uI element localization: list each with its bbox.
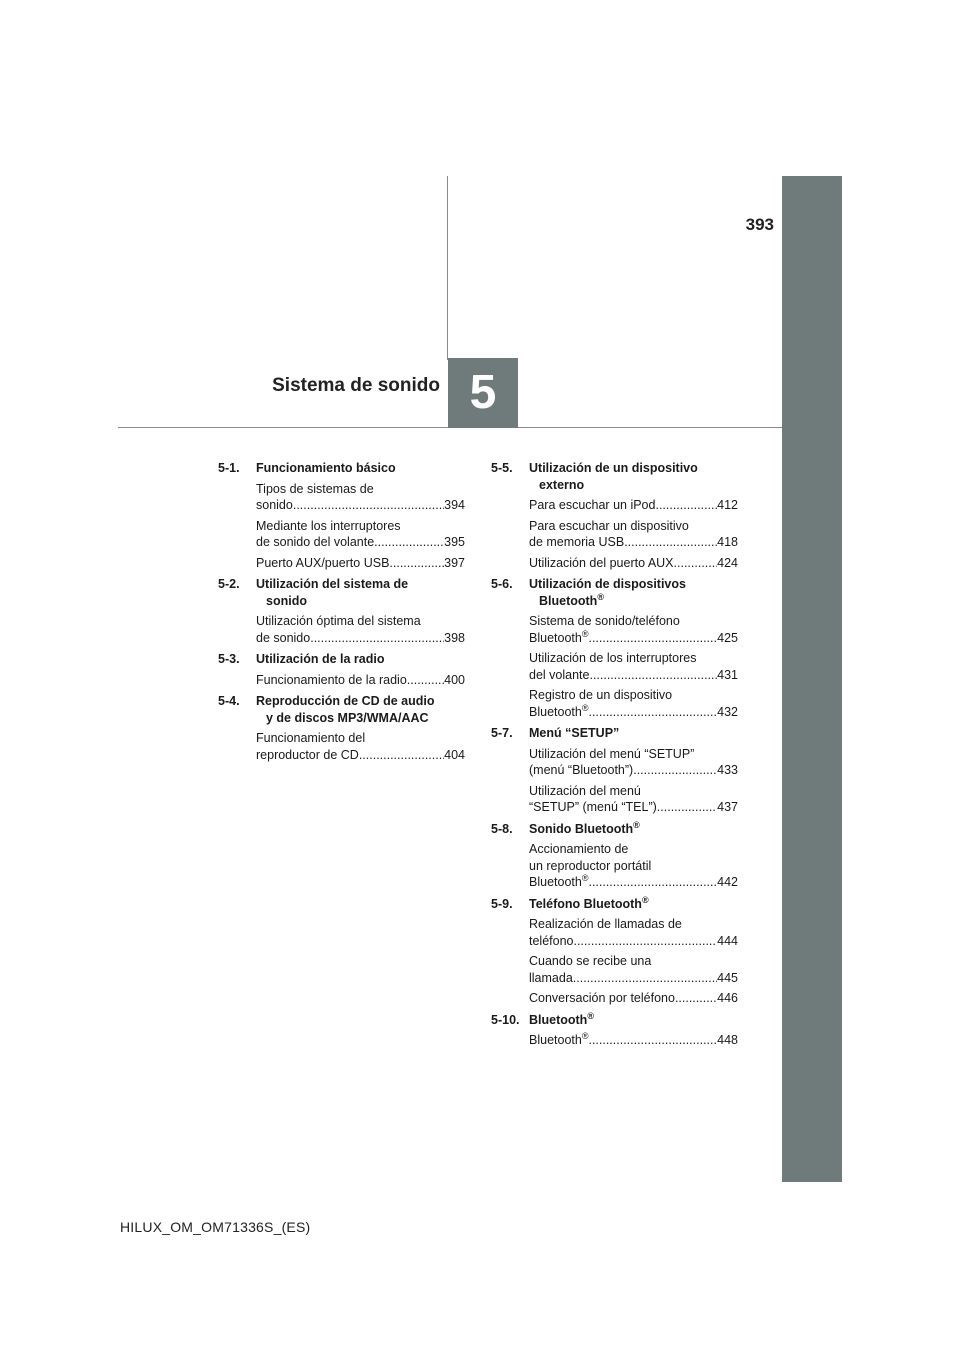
toc-entry	[256, 518, 465, 551]
entry-last-line	[529, 933, 738, 950]
entry-text: Conversación por teléfono	[529, 991, 675, 1005]
dot-leader	[633, 762, 717, 779]
section-title: Utilización del sistema de sonido	[256, 577, 409, 608]
entry-page: 431	[717, 667, 738, 682]
toc-section	[491, 576, 738, 720]
dot-leader	[359, 747, 444, 764]
toc-entry	[256, 481, 465, 514]
section-number: 5-3.	[218, 652, 240, 666]
section-title: Menú “SETUP”	[529, 726, 620, 740]
registered-mark: ®	[581, 872, 589, 883]
section-title: Teléfono Bluetooth®	[529, 894, 649, 911]
toc-entry	[529, 746, 738, 779]
toc-entry	[256, 613, 465, 646]
entry-page: 397	[444, 555, 465, 570]
dot-leader	[573, 933, 717, 950]
entry-text: de memoria USB	[529, 535, 625, 549]
toc-section	[491, 460, 738, 571]
entry-page: 437	[717, 800, 738, 814]
entry-text: Utilización del puerto AUX	[529, 555, 674, 570]
dot-leader	[389, 555, 444, 572]
section-title: Reproducción de CD de audio y de discos MP3/WMA/AAC	[256, 694, 435, 725]
entry-last-line	[529, 970, 738, 987]
entry-page: 432	[717, 704, 738, 719]
vertical-rule	[447, 176, 448, 360]
entry-text: reproductor de CD	[256, 747, 359, 762]
entry-page: 444	[717, 933, 738, 948]
entry-text: Tipos de sistemas de	[256, 481, 374, 496]
dot-leader	[374, 534, 444, 551]
entry-last-line	[256, 555, 465, 572]
registered-mark: ®	[581, 1030, 589, 1041]
toc-section	[218, 693, 465, 763]
entry-last-line	[529, 667, 738, 684]
section-body	[529, 460, 738, 571]
toc-column-right	[491, 460, 738, 1049]
dot-leader	[573, 970, 717, 987]
section-number: 5-2.	[218, 577, 240, 591]
entry-page: 412	[717, 498, 738, 512]
entry-text: Para escuchar un dispositivo	[529, 518, 689, 533]
section-number: 5-8.	[491, 821, 513, 836]
toc-entry	[529, 650, 738, 683]
section-body	[256, 693, 465, 763]
dot-leader	[657, 799, 717, 816]
entry-text: Sistema de sonido/teléfono	[529, 614, 680, 628]
toc-entry	[529, 783, 738, 816]
entry-text: teléfono	[529, 933, 574, 948]
toc-entry	[529, 953, 738, 986]
entry-text: Utilización óptima del sistema	[256, 614, 421, 628]
entry-text: del volante	[529, 667, 590, 682]
entry-text: Utilización de los interruptores	[529, 651, 697, 665]
entry-last-line	[529, 762, 738, 779]
entry-text: Bluetooth®	[529, 872, 589, 889]
dot-leader	[407, 672, 444, 689]
registered-mark: ®	[581, 702, 589, 713]
toc-column-left	[218, 460, 465, 763]
entry-page: 400	[444, 672, 465, 687]
entry-page: 404	[444, 747, 465, 762]
entry-text: sonido	[256, 498, 293, 512]
toc-entry	[529, 555, 738, 572]
toc-section	[491, 821, 738, 891]
section-body	[256, 460, 465, 571]
dot-leader	[588, 1032, 717, 1049]
entry-text: (menú “Bluetooth”)	[529, 763, 634, 777]
entry-text: Bluetooth®	[529, 628, 589, 645]
chapter-title: Sistema de sonido	[272, 375, 440, 396]
entry-text: Bluetooth®	[529, 702, 589, 719]
section-title: Utilización de la radio	[256, 652, 385, 666]
section-number: 5-5.	[491, 461, 513, 475]
section-body	[256, 651, 465, 688]
entry-page: 424	[717, 555, 738, 570]
entry-text: un reproductor portátil	[529, 858, 652, 873]
entry-text: llamada	[529, 970, 573, 985]
registered-mark: ®	[633, 819, 640, 830]
entry-text: Realización de llamadas de	[529, 917, 682, 931]
chapter-number-box: 5	[448, 358, 518, 428]
toc-entry	[529, 613, 738, 646]
entry-page: 433	[717, 763, 738, 777]
dot-leader	[655, 497, 717, 514]
entry-text: Utilización del menú “SETUP”	[529, 746, 695, 761]
entry-page: 418	[717, 535, 738, 549]
document-code: HILUX_OM_OM71336S_(ES)	[120, 1219, 311, 1235]
entry-text: de sonido	[256, 630, 311, 645]
toc-entry	[256, 672, 465, 689]
toc-entry	[529, 990, 738, 1007]
entry-text: Utilización del menú	[529, 783, 641, 798]
entry-last-line	[529, 534, 738, 551]
toc-entry	[256, 730, 465, 763]
toc-section	[491, 896, 738, 1007]
entry-page: 446	[717, 991, 738, 1005]
section-body	[529, 821, 738, 891]
section-title: Sonido Bluetooth®	[529, 819, 640, 836]
dot-leader	[588, 874, 717, 891]
entry-last-line	[529, 799, 738, 816]
entry-text: Registro de un dispositivo	[529, 688, 673, 702]
entry-text: Puerto AUX/puerto USB	[256, 555, 390, 570]
section-body	[529, 725, 738, 816]
toc-section	[218, 651, 465, 688]
section-body	[529, 896, 738, 1007]
section-number: 5-6.	[491, 577, 513, 591]
entry-last-line	[529, 628, 738, 647]
registered-mark: ®	[597, 591, 604, 602]
section-number: 5-1.	[218, 461, 240, 475]
dot-leader	[293, 497, 444, 514]
toc-section	[218, 460, 465, 571]
dot-leader	[674, 555, 718, 572]
entry-page: 395	[444, 535, 465, 549]
dot-leader	[589, 667, 717, 684]
entry-text: de sonido del volante	[256, 535, 375, 549]
entry-text: Cuando se recibe una	[529, 954, 652, 968]
entry-page: 442	[717, 875, 738, 889]
registered-mark: ®	[641, 894, 649, 905]
section-title: Bluetooth®	[529, 1010, 594, 1027]
entry-page: 445	[717, 970, 738, 985]
entry-last-line	[529, 872, 738, 891]
toc-entry	[529, 841, 738, 891]
entry-page: 448	[717, 1033, 738, 1047]
dot-leader	[310, 630, 444, 647]
entry-last-line	[529, 702, 738, 721]
toc-entry	[529, 687, 738, 720]
toc-entry	[529, 1032, 738, 1049]
dot-leader	[588, 630, 717, 647]
chapter-side-tab	[782, 176, 842, 1182]
toc-section	[491, 725, 738, 816]
registered-mark: ®	[587, 1010, 594, 1021]
entry-text: Funcionamiento de la radio	[256, 672, 407, 687]
entry-text: Bluetooth®	[529, 1030, 589, 1047]
dot-leader	[675, 990, 717, 1007]
page-number: 393	[745, 215, 774, 234]
entry-last-line	[256, 630, 465, 647]
toc-entry	[529, 497, 738, 514]
entry-page: 425	[717, 630, 738, 645]
dot-leader	[624, 534, 717, 551]
dot-leader	[588, 704, 717, 721]
entry-page: 398	[444, 630, 465, 645]
section-title: Utilización de un dispositivo externo	[529, 461, 698, 492]
section-body	[256, 576, 465, 646]
entry-last-line	[529, 555, 738, 572]
toc-section	[491, 1012, 738, 1049]
entry-last-line	[256, 534, 465, 551]
entry-text: “SETUP” (menú “TEL”)	[529, 800, 657, 814]
section-number: 5-4.	[218, 694, 240, 708]
entry-last-line	[529, 1030, 738, 1049]
entry-text: Accionamiento de	[529, 842, 629, 856]
toc-entry	[256, 555, 465, 572]
section-title: Utilización de dispositivos Bluetooth®	[529, 577, 686, 608]
entry-last-line	[256, 672, 465, 689]
toc-entry	[529, 518, 738, 551]
section-number: 5-9.	[491, 896, 513, 911]
entry-last-line	[256, 497, 465, 514]
entry-text: Funcionamiento del	[256, 731, 366, 745]
entry-page: 394	[444, 498, 465, 512]
section-body	[529, 576, 738, 720]
toc-entry	[529, 916, 738, 949]
section-body	[529, 1012, 738, 1049]
entry-last-line	[529, 497, 738, 514]
section-title: Funcionamiento básico	[256, 461, 396, 475]
entry-text: Mediante los interruptores	[256, 518, 401, 533]
section-number: 5-7.	[491, 726, 513, 740]
registered-mark: ®	[581, 628, 589, 639]
section-number: 5-10.	[491, 1012, 520, 1027]
toc-section	[218, 576, 465, 646]
entry-last-line	[529, 990, 738, 1007]
entry-last-line	[256, 747, 465, 764]
entry-text: Para escuchar un iPod	[529, 498, 656, 512]
